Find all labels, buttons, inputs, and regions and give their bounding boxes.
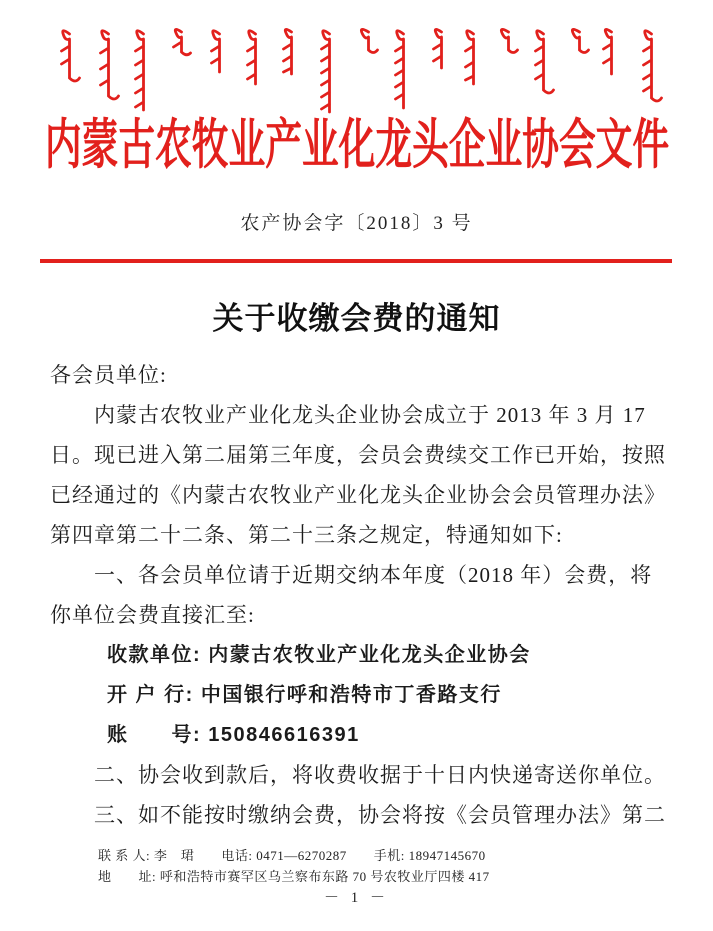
body-line-item-3: 三、如不能按时缴纳会费，协会将按《会员管理办法》第二: [94, 803, 666, 827]
account-number-line: 账 号: 150846616391: [107, 724, 360, 746]
body-line: 已经通过的《内蒙古农牧业产业化龙头企业协会会员管理办法》: [50, 483, 666, 507]
body-line: 第四章第二十二条、第二十三条之规定，特通知如下:: [50, 523, 563, 547]
notice-title: 关于收缴会费的通知: [212, 301, 501, 336]
body-line-salutation: 各会员单位:: [50, 363, 167, 387]
body-line-item-2: 二、协会收到款后，将收费收据于十日内快递寄送你单位。: [94, 763, 666, 787]
notice-body: [50, 355, 670, 835]
address-line: 地 址: 呼和浩特市赛罕区乌兰察布东路 70 号农牧业厅四楼 417: [98, 869, 490, 884]
body-line: 内蒙古农牧业产业化龙头企业协会成立于 2013 年 3 月 17: [94, 403, 646, 427]
doc-number: 农产协会字〔2018〕3 号: [240, 213, 473, 234]
payee-name-line: 收款单位: 内蒙古农牧业产业化龙头企业协会: [107, 644, 531, 666]
body-line: 日。现已进入第二届第三年度，会员会费续交工作已开始，按照: [50, 443, 666, 467]
mongolian-script-header-icon: [52, 24, 680, 116]
bank-branch-line: 开 户 行: 中国银行呼和浩特市丁香路支行: [107, 684, 502, 706]
page-number: － 1 －: [323, 890, 389, 906]
contact-person-line: 联 系 人: 李 珺 电话: 0471—6270287 手机: 18947145670: [98, 848, 486, 863]
footer-contact: [98, 845, 668, 887]
red-divider-line: [40, 259, 672, 263]
body-line: 你单位会费直接汇至:: [50, 603, 255, 627]
body-line-item-1: 一、各会员单位请于近期交纳本年度（2018 年）会费，将: [94, 563, 653, 587]
letterhead-org-title: 内蒙古农牧业产业化龙头企业协会文件: [44, 115, 669, 175]
